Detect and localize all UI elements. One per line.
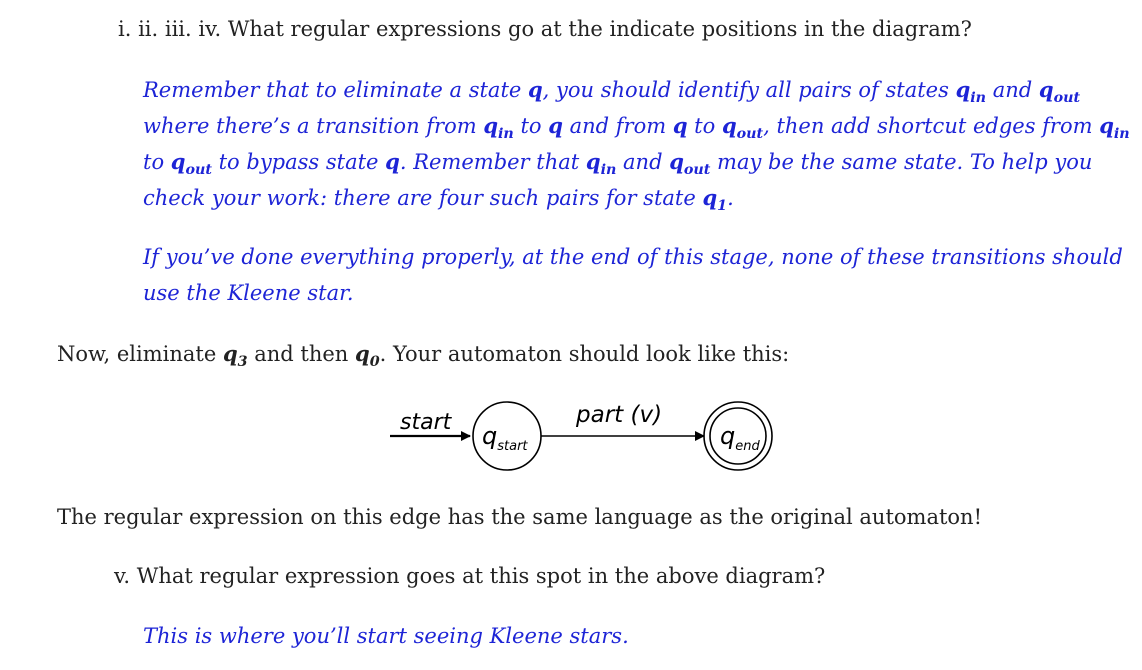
hint-line-1: Remember that to eliminate a state q, you should identify all pairs of states $q_{in}$ and $q_{out}$	[143, 77, 1081, 106]
question-iv	[118, 19, 972, 40]
question-number: i. ii. iii. iv.	[118, 17, 222, 41]
state-end-outer	[704, 402, 772, 470]
state-start-label: $q_{start}$	[482, 422, 528, 454]
question-number: v.	[114, 564, 131, 588]
hint3: This is where you’ll start seeing Kleene stars.	[143, 624, 629, 648]
hint2-line-1: If you’ve done everything properly, at the end of this stage, none of these transitions should	[143, 245, 1123, 269]
regex-statement: The regular expression on this edge has the same language as the original automaton!	[57, 505, 983, 529]
question-text: What regular expression goes at this spot in the above diagram?	[136, 564, 826, 588]
eliminate-instruction: Now, eliminate $q_3$ and then $q_0$. Your automaton should look like this:	[57, 341, 790, 370]
edge-label: part (v)	[576, 402, 663, 428]
hint-line-3: to $q_{out}$ to bypass state q. Remember that $q_{in}$ and $q_{out}$ may be the same state. To help you	[143, 149, 1093, 178]
hint2-line-2: use the Kleene star.	[143, 281, 354, 305]
start-label: start	[400, 410, 452, 435]
question-v	[114, 566, 825, 587]
automaton-diagram	[386, 392, 786, 472]
hint-line-4: check your work: there are four such pairs for state $q_1$.	[143, 185, 734, 214]
state-end-label: $q_{end}$	[720, 422, 760, 454]
state-end-inner	[710, 408, 766, 464]
question-text: What regular expressions go at the indicate positions in the diagram?	[227, 17, 972, 41]
hint-line-2: where there’s a transition from $q_{in}$ to q and from q to $q_{out}$, then add shortcut edges from $q_{in}$	[143, 113, 1130, 142]
